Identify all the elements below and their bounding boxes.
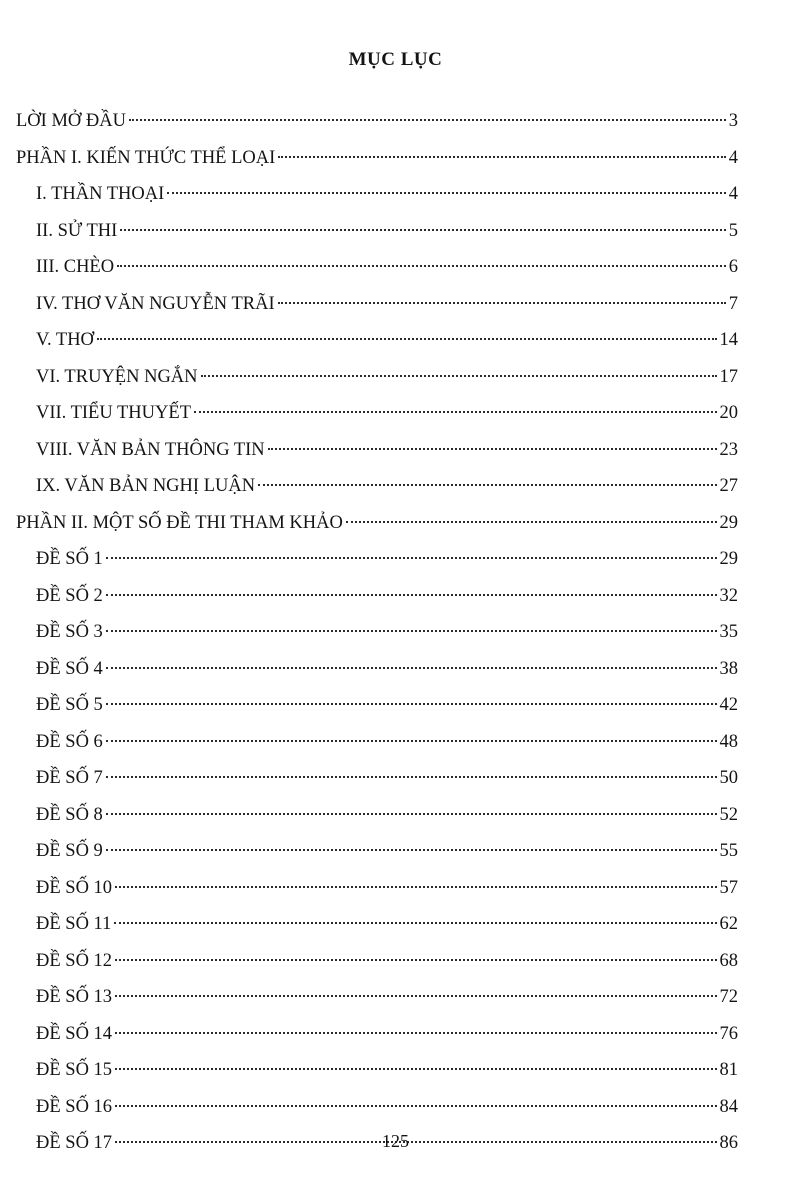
dot-leader (106, 667, 717, 669)
toc-entry-page: 29 (719, 549, 738, 569)
dot-leader (117, 265, 726, 267)
toc-entry (36, 473, 738, 499)
toc-entry-page: 68 (719, 951, 738, 971)
toc-entry-page: 42 (719, 695, 738, 715)
toc-entry-page: 4 (728, 184, 738, 204)
toc-entry (36, 218, 738, 244)
toc-entry-page: 52 (719, 805, 738, 825)
toc-entry-page: 4 (728, 148, 738, 168)
toc-entry-page: 84 (719, 1097, 738, 1117)
toc-entry (36, 1094, 738, 1120)
toc-entry-label: ĐỀ SỐ 7 (36, 768, 103, 788)
toc-entry-label: ĐỀ SỐ 14 (36, 1024, 113, 1044)
toc-entry-page: 14 (719, 330, 738, 350)
toc-entry (36, 729, 738, 755)
toc-entry (16, 108, 738, 134)
toc-entry-page: 6 (728, 257, 738, 277)
toc-entry-page: 55 (719, 841, 738, 861)
toc-entry-label: ĐỀ SỐ 5 (36, 695, 103, 715)
toc-entry-page: 5 (728, 221, 738, 241)
toc-entry-page: 27 (719, 476, 738, 496)
dot-leader (129, 119, 726, 121)
toc-entry-label: PHẦN II. MỘT SỐ ĐỀ THI THAM KHẢO (16, 513, 343, 533)
toc-entry-label: ĐỀ SỐ 6 (36, 732, 103, 752)
dot-leader (167, 192, 725, 194)
toc-entry-page: 57 (719, 878, 738, 898)
toc-entry (16, 145, 738, 171)
toc-entry-page: 35 (719, 622, 738, 642)
toc-entry-label: ĐỀ SỐ 3 (36, 622, 103, 642)
dot-leader (106, 594, 717, 596)
dot-leader (106, 776, 717, 778)
toc-entry-label: ĐỀ SỐ 11 (36, 914, 112, 934)
dot-leader (115, 995, 716, 997)
toc-entry (36, 327, 738, 353)
toc-entry (36, 984, 738, 1010)
dot-leader (106, 740, 717, 742)
toc-entry (36, 583, 738, 609)
dot-leader (106, 557, 717, 559)
toc-entry (36, 181, 738, 207)
dot-leader (115, 959, 716, 961)
dot-leader (194, 411, 717, 413)
toc-entry-page: 81 (719, 1060, 738, 1080)
dot-leader (106, 703, 717, 705)
dot-leader (278, 302, 726, 304)
dot-leader (106, 849, 717, 851)
dot-leader (258, 484, 716, 486)
toc-entry-page: 76 (719, 1024, 738, 1044)
toc-entry-page: 23 (719, 440, 738, 460)
dot-leader (346, 521, 717, 523)
toc-entry-label: I. THẦN THOẠI (36, 184, 165, 204)
toc-entry-label: V. THƠ (36, 330, 94, 350)
dot-leader (115, 1105, 716, 1107)
toc-entry-page: 3 (728, 111, 738, 131)
toc-entry (36, 765, 738, 791)
toc-entry (36, 437, 738, 463)
toc-entry (36, 254, 738, 280)
toc-entry-label: VIII. VĂN BẢN THÔNG TIN (36, 440, 265, 460)
dot-leader (120, 229, 725, 231)
dot-leader (115, 886, 716, 888)
toc-entry-label: II. SỬ THI (36, 221, 118, 241)
toc-entry (36, 400, 738, 426)
toc-entry (36, 1021, 738, 1047)
toc-entry-label: ĐỀ SỐ 4 (36, 659, 103, 679)
toc-entry (16, 510, 738, 536)
dot-leader (106, 813, 717, 815)
toc-entry (36, 364, 738, 390)
toc-entry (36, 291, 738, 317)
toc-entry (36, 656, 738, 682)
toc-entry-label: ĐỀ SỐ 16 (36, 1097, 113, 1117)
dot-leader (201, 375, 717, 377)
toc-entry-label: ĐỀ SỐ 12 (36, 951, 113, 971)
toc-entry-label: ĐỀ SỐ 9 (36, 841, 103, 861)
toc-entry-page: 17 (719, 367, 738, 387)
toc-entry-page: 50 (719, 768, 738, 788)
toc-entry (36, 875, 738, 901)
dot-leader (106, 630, 717, 632)
toc-entry (36, 838, 738, 864)
toc-entry-page: 32 (719, 586, 738, 606)
toc-entry-label: III. CHÈO (36, 257, 115, 277)
page-title: MỤC LỤC (348, 49, 443, 70)
toc-entry-label: VI. TRUYỆN NGẮN (36, 367, 198, 387)
toc-entry-label: ĐỀ SỐ 17 (36, 1133, 113, 1153)
toc-entry-label: IX. VĂN BẢN NGHỊ LUẬN (36, 476, 256, 496)
toc-entry-page: 20 (719, 403, 738, 423)
toc-entry-label: LỜI MỞ ĐẦU (16, 111, 126, 131)
dot-leader (115, 1032, 716, 1034)
toc-entry (36, 692, 738, 718)
toc-entry (36, 619, 738, 645)
toc-entry (36, 802, 738, 828)
toc-entry-label: ĐỀ SỐ 13 (36, 987, 113, 1007)
dot-leader (97, 338, 717, 340)
toc-entry-page: 38 (719, 659, 738, 679)
toc-entry-page: 86 (719, 1133, 738, 1153)
toc-entry-label: IV. THƠ VĂN NGUYỄN TRÃI (36, 294, 275, 314)
toc-entry-page: 72 (719, 987, 738, 1007)
toc-entry (36, 948, 738, 974)
toc-entry-page: 7 (728, 294, 738, 314)
toc-entry-page: 48 (719, 732, 738, 752)
toc-entry-label: ĐỀ SỐ 8 (36, 805, 103, 825)
toc-entry-label: VII. TIỂU THUYẾT (36, 403, 191, 423)
dot-leader (278, 156, 725, 158)
toc-entry (36, 546, 738, 572)
page-number: 125 (382, 1131, 409, 1151)
toc-entry (36, 1057, 738, 1083)
toc-entry-label: ĐỀ SỐ 1 (36, 549, 103, 569)
toc-entry (36, 911, 738, 937)
toc-entry-label: ĐỀ SỐ 15 (36, 1060, 113, 1080)
dot-leader (268, 448, 717, 450)
dot-leader (114, 922, 716, 924)
toc-entry-label: PHẦN I. KIẾN THỨC THỂ LOẠI (16, 148, 276, 168)
dot-leader (115, 1068, 716, 1070)
toc-entry-page: 29 (719, 513, 738, 533)
toc-entry-page: 62 (719, 914, 738, 934)
toc-entry-label: ĐỀ SỐ 10 (36, 878, 113, 898)
toc-entry-label: ĐỀ SỐ 2 (36, 586, 103, 606)
